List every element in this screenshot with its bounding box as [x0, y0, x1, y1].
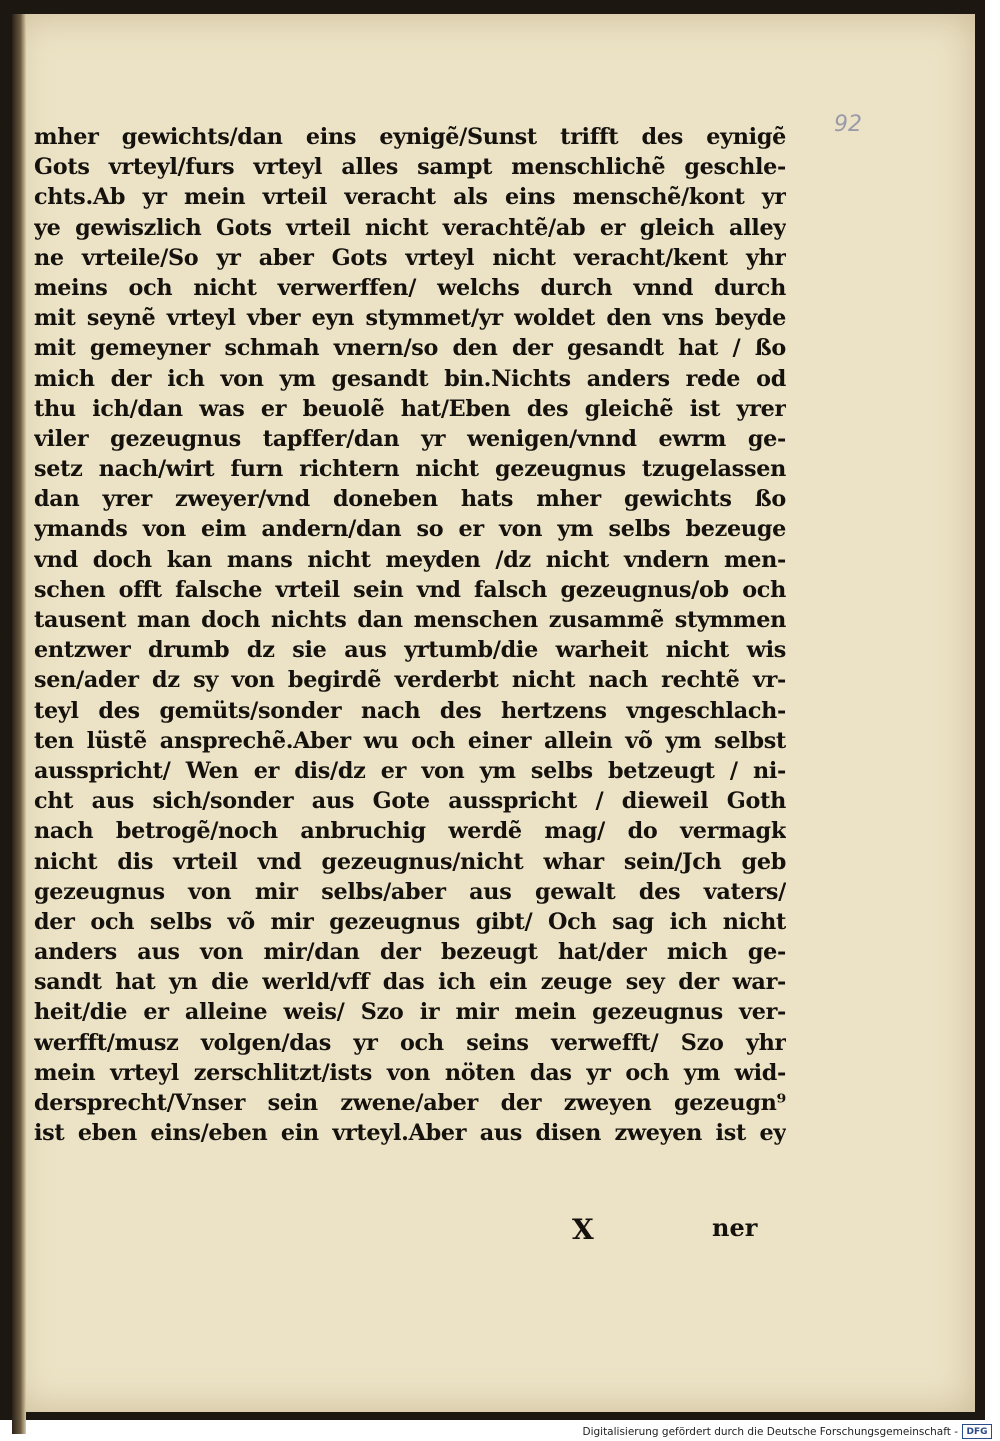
text-line: gezeugnus von mir selbs/aber aus gewalt des vaters/	[34, 878, 786, 905]
text-line: ausspricht/ Wen er dis/dz er von ym selbs betzeugt / ni-	[34, 757, 786, 784]
folio-number: 92	[834, 112, 862, 137]
text-line: ye gewiszlich Gots vrteil nicht verachtẽ/ab er gleich alley	[34, 214, 786, 241]
text-line: cht aus sich/sonder aus Gote ausspricht / dieweil Goth	[34, 788, 786, 815]
text-line: setz nach/wirt furn richtern nicht gezeugnus tzugelassen	[34, 456, 786, 483]
text-line: teyl des gemüts/sonder nach des hertzens vngeschlach-	[34, 697, 786, 724]
text-line: mit seynẽ vrteyl vber eyn stymmet/yr woldet den vns beyde	[34, 305, 786, 332]
text-line: dersprecht/Vnser sein zwene/aber der zweyen gezeugn⁹	[34, 1090, 786, 1116]
text-line: mein vrteyl zerschlitzt/ists von nöten das yr och ym wid-	[34, 1059, 786, 1086]
signature-mark: X	[572, 1213, 594, 1246]
text-line: sen/ader dz sy von begirdẽ verderbt nicht nach rechtẽ vr-	[34, 667, 786, 694]
credit-text: Digitalisierung gefördert durch die Deutsche Forschungsgemeinschaft -	[582, 1425, 958, 1438]
text-line: viler gezeugnus tapffer/dan yr wenigen/vnnd ewrm ge-	[34, 425, 786, 452]
text-line: nicht dis vrteil vnd gezeugnus/nicht whar sein/Jch geb	[34, 848, 786, 875]
catchword: ner	[712, 1213, 758, 1242]
text-line: mher gewichts/dan eins eynigẽ/Sunst trifft des eynigẽ	[34, 124, 786, 150]
main-text-block	[34, 122, 786, 1148]
text-line: mich der ich von ym gesandt bin.Nichts anders rede od	[34, 365, 786, 392]
dfg-logo: DFG	[962, 1424, 992, 1439]
digitization-credit	[582, 1424, 992, 1439]
text-line: der och selbs võ mir gezeugnus gibt/ Och sag ich nicht	[34, 908, 786, 935]
text-line: ne vrteile/So yr aber Gots vrteyl nicht veracht/kent yhr	[34, 244, 786, 271]
text-line: entzwer drumb dz sie aus yrtumb/die warheit nicht wis	[34, 637, 786, 664]
text-line: schen offt falsche vrteil sein vnd falsch gezeugnus/ob och	[34, 576, 786, 603]
text-line: anders aus von mir/dan der bezeugt hat/der mich ge-	[34, 939, 786, 966]
text-line: sandt hat yn die werld/vff das ich ein zeuge sey der war-	[34, 969, 786, 996]
text-line: dan yrer zweyer/vnd doneben hats mher gewichts ßo	[34, 486, 786, 513]
text-line: chts.Ab yr mein vrteil veracht als eins menschẽ/kont yr	[34, 184, 786, 211]
text-line: thu ich/dan was er beuolẽ hat/Eben des gleichẽ ist yrer	[34, 395, 786, 422]
text-line: ist eben eins/eben ein vrteyl.Aber aus disen zweyen ist ey	[34, 1120, 786, 1147]
text-line: meins och nicht verwerffen/ welchs durch vnnd durch	[34, 274, 786, 301]
text-line: vnd doch kan mans nicht meyden /dz nicht vndern men-	[34, 546, 786, 573]
text-line: tausent man doch nichts dan menschen zusammẽ stymmen	[34, 607, 786, 633]
text-line: werfft/musz volgen/das yr och seins verwefft/ Szo yhr	[34, 1029, 786, 1056]
text-line: Gots vrteyl/furs vrteyl alles sampt menschlichẽ geschle-	[34, 154, 786, 181]
page-gutter-edge	[12, 14, 26, 1434]
text-line: nach betrogẽ/noch anbruchig werdẽ mag/ do vermagk	[34, 818, 786, 845]
text-line: ymands von eim andern/dan so er von ym selbs bezeuge	[34, 516, 786, 543]
text-line: heit/die er alleine weis/ Szo ir mir mein gezeugnus ver-	[34, 999, 786, 1026]
text-line: ten lüstẽ ansprechẽ.Aber wu och einer allein võ ym selbst	[34, 727, 786, 754]
text-line: mit gemeyner schmah vnern/so den der gesandt hat / ßo	[34, 335, 786, 362]
